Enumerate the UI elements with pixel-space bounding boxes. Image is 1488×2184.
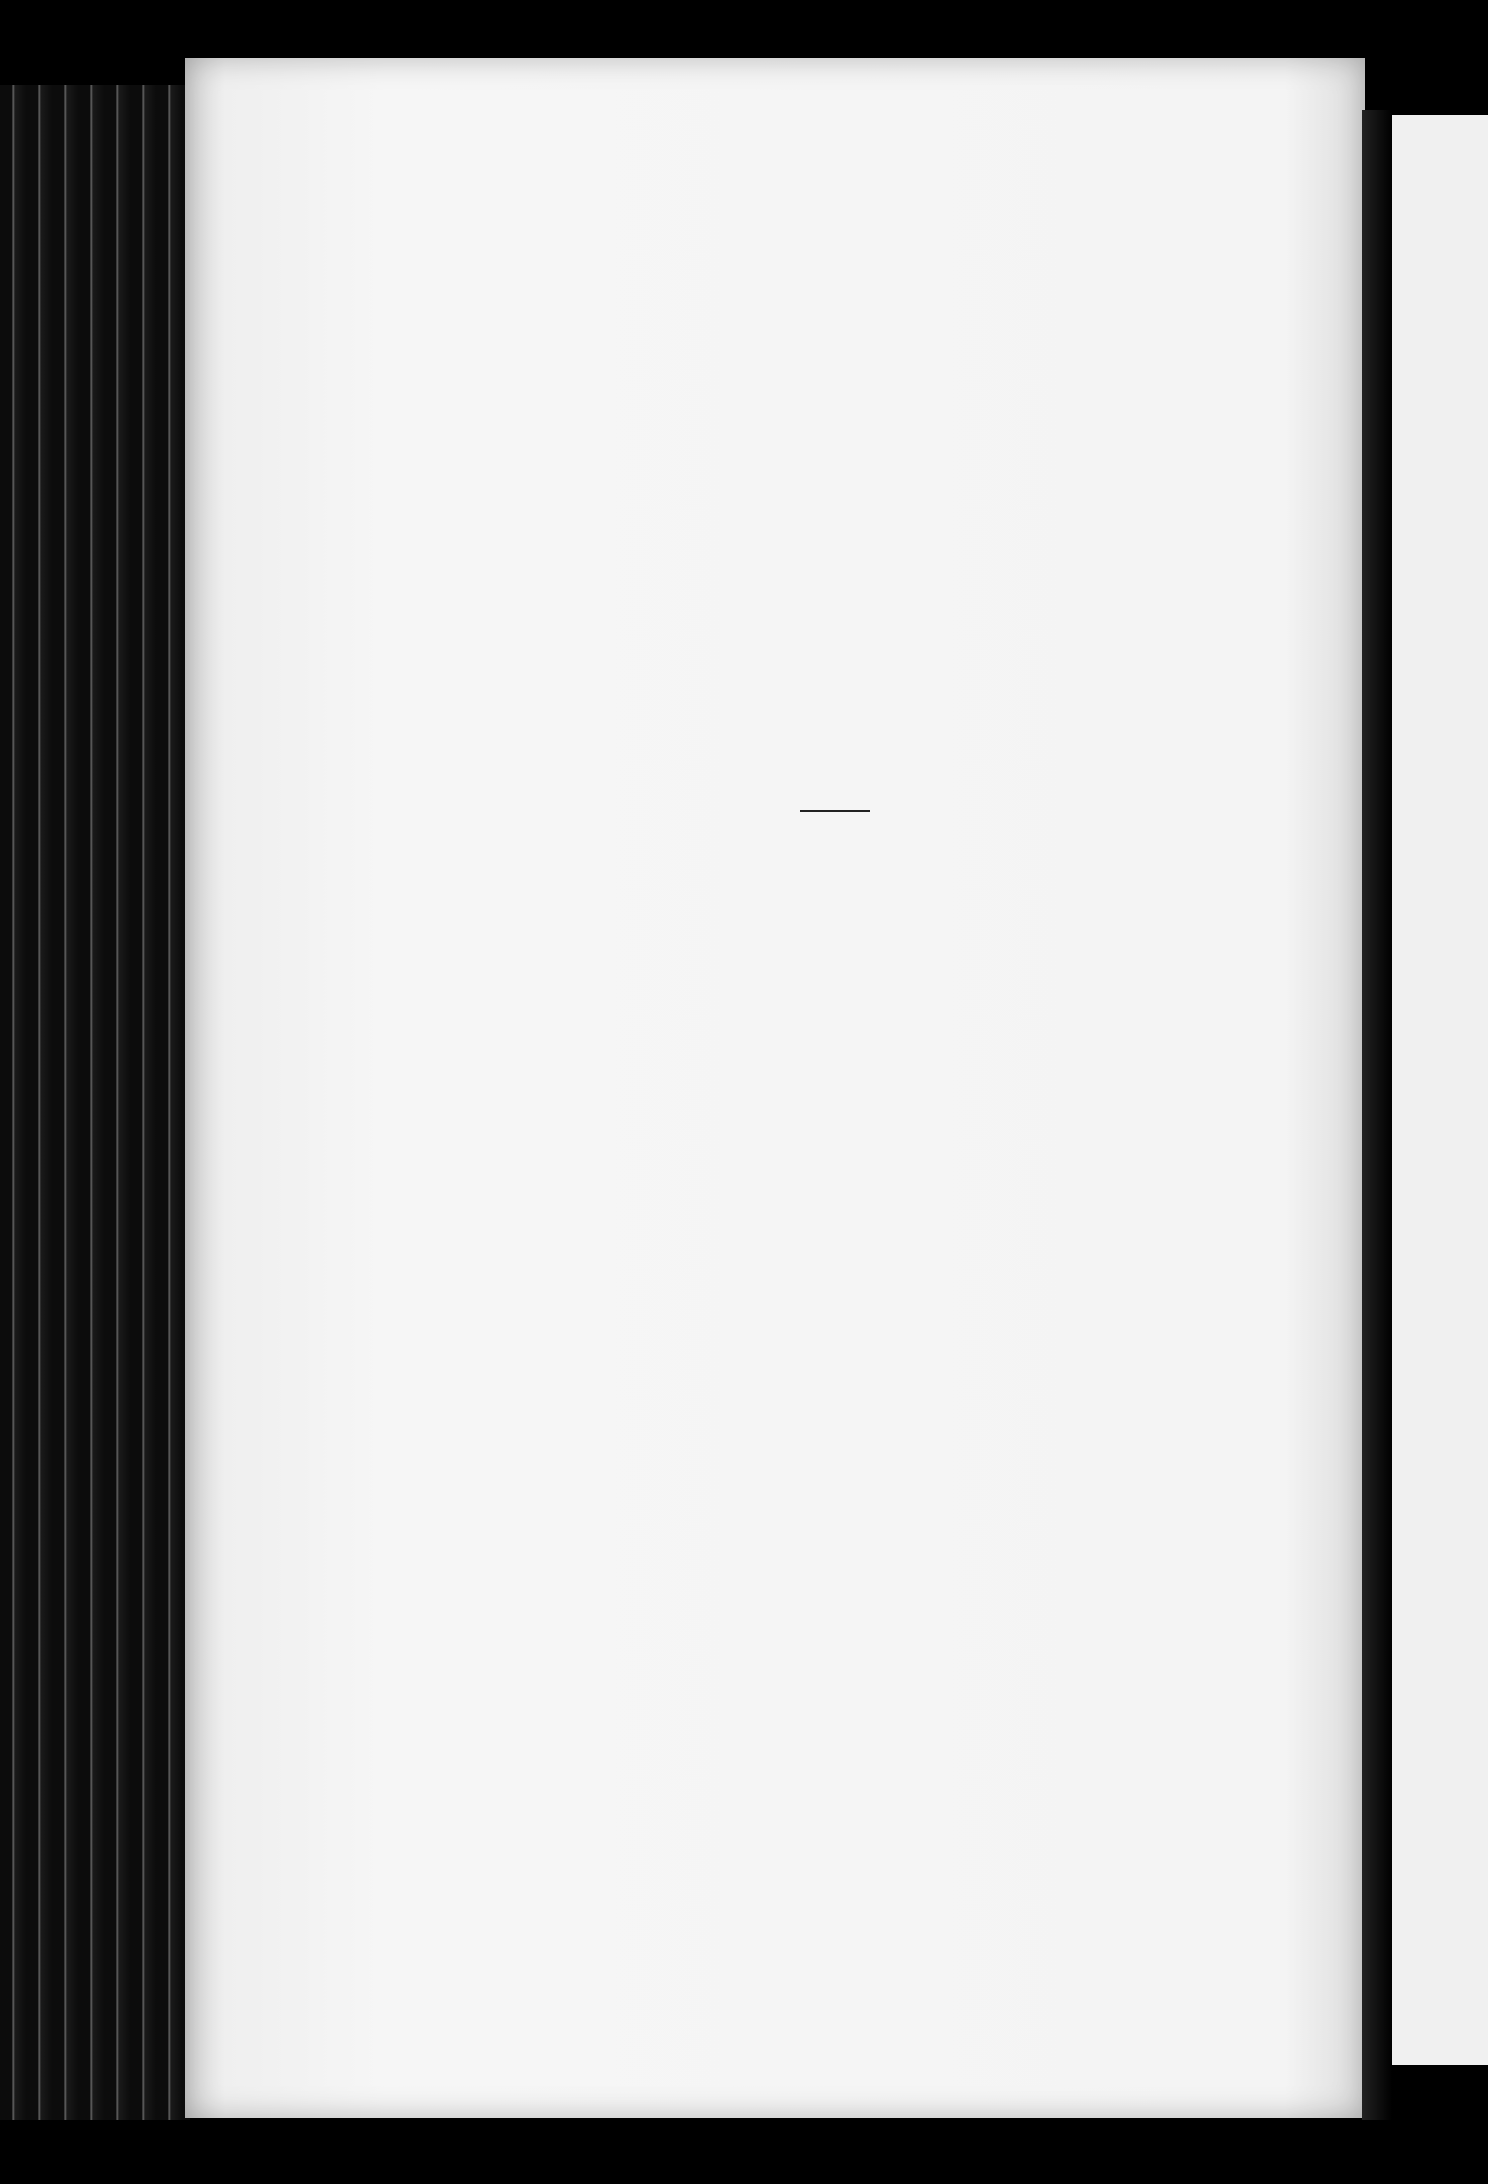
book-page-edges [0,85,190,2120]
book-gutter [1362,110,1392,2120]
right-page [1392,115,1488,2065]
left-page [185,58,1365,2118]
heading-rule [800,810,870,812]
